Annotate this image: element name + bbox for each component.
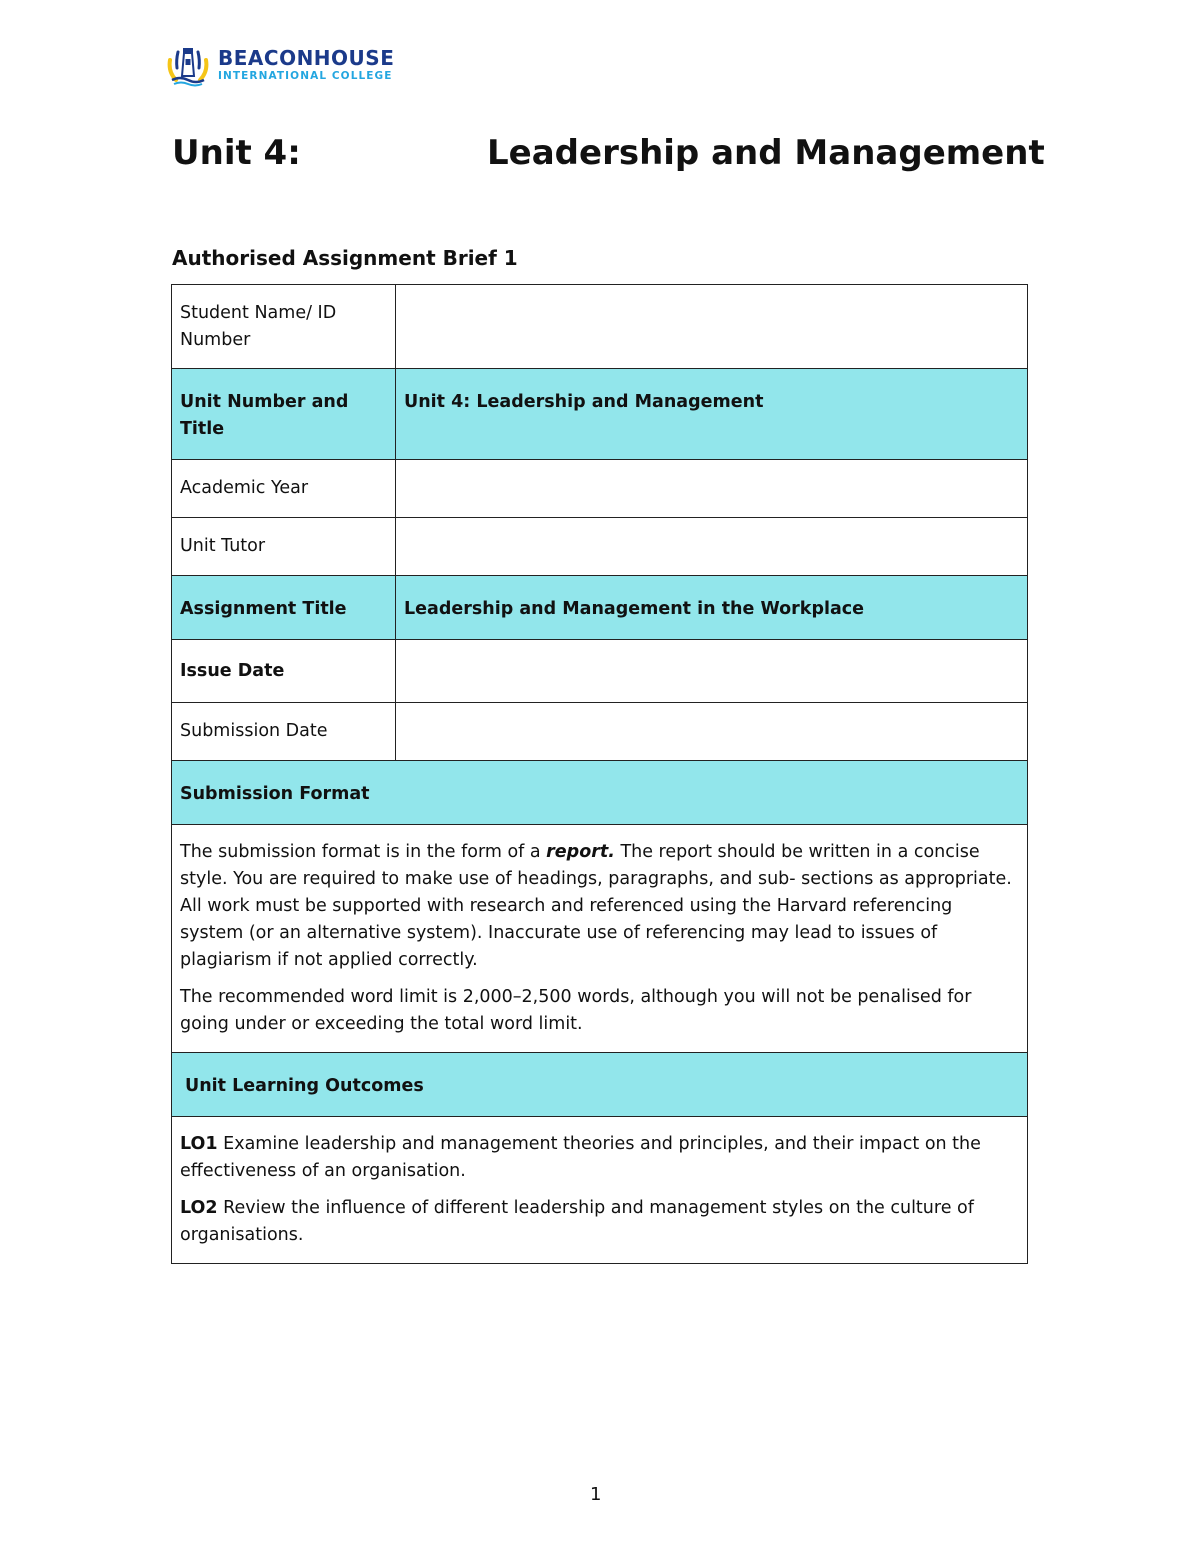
lo1-code: LO1 [180, 1134, 218, 1154]
lighthouse-emblem-icon [166, 42, 210, 88]
logo-subtitle: INTERNATIONAL COLLEGE [218, 70, 393, 83]
student-name-value [396, 285, 1028, 369]
submission-date-value [396, 703, 1028, 761]
assignment-title-value: Leadership and Management in the Workplace [396, 576, 1028, 640]
submission-format-heading: Submission Format [172, 761, 1028, 825]
submission-format-body [172, 825, 1028, 1053]
issue-date-value [396, 640, 1028, 703]
table-row-unit-tutor [172, 518, 1028, 576]
report-emphasis: report. [546, 842, 615, 862]
table-row-submission-format-body [172, 825, 1028, 1053]
table-row-learning-outcomes-heading [172, 1053, 1028, 1117]
unit-tutor-value [396, 518, 1028, 576]
table-row-issue-date [172, 640, 1028, 703]
academic-year-value [396, 460, 1028, 518]
learning-outcomes-heading: Unit Learning Outcomes [172, 1053, 1028, 1117]
table-row-academic-year [172, 460, 1028, 518]
table-row-learning-outcomes-body [172, 1117, 1028, 1264]
learning-outcome-1: LO1 Examine leadership and management theories and principles, and their impact on the effectiveness of an organisation. [180, 1134, 981, 1181]
academic-year-label: Academic Year [172, 460, 396, 518]
unit-number-value: Unit 4: Leadership and Management [396, 369, 1028, 460]
submission-date-label: Submission Date [172, 703, 396, 761]
unit-number-label: Unit Number and Title [172, 369, 396, 460]
lo2-code: LO2 [180, 1198, 218, 1218]
table-row-submission-date [172, 703, 1028, 761]
unit-tutor-label: Unit Tutor [172, 518, 396, 576]
assignment-brief-table [171, 284, 1028, 1264]
unit-name-heading: Leadership and Management [487, 133, 1045, 173]
assignment-title-label: Assignment Title [172, 576, 396, 640]
logo-name: BEACONHOUSE [218, 46, 395, 71]
learning-outcome-2: LO2 Review the influence of different leadership and management styles on the culture of organisations. [180, 1198, 974, 1245]
table-row-submission-format-heading [172, 761, 1028, 825]
brief-subtitle: Authorised Assignment Brief 1 [172, 246, 518, 270]
unit-number-heading: Unit 4: [172, 133, 301, 173]
student-name-label: Student Name/ ID Number [172, 285, 396, 369]
table-row-assignment-title [172, 576, 1028, 640]
submission-format-paragraph-2: The recommended word limit is 2,000–2,500 words, although you will not be penalised for going under or exceeding the total word limit. [180, 987, 972, 1034]
table-row-unit [172, 369, 1028, 460]
table-row-student [172, 285, 1028, 369]
submission-format-paragraph-1: The submission format is in the form of a report. The report should be written in a concise style. You are required to make use of headings, paragraphs, and sub- sections as appropriate. All work must be supported with research and referenced using the Harvard referencing system (or an alternative system). Inaccurate use of referencing may lead to issues of plagiarism if not applied correctly. [180, 842, 1012, 970]
learning-outcomes-body [172, 1117, 1028, 1264]
issue-date-label: Issue Date [172, 640, 396, 703]
college-logo [166, 42, 394, 88]
page-number: 1 [590, 1484, 602, 1505]
